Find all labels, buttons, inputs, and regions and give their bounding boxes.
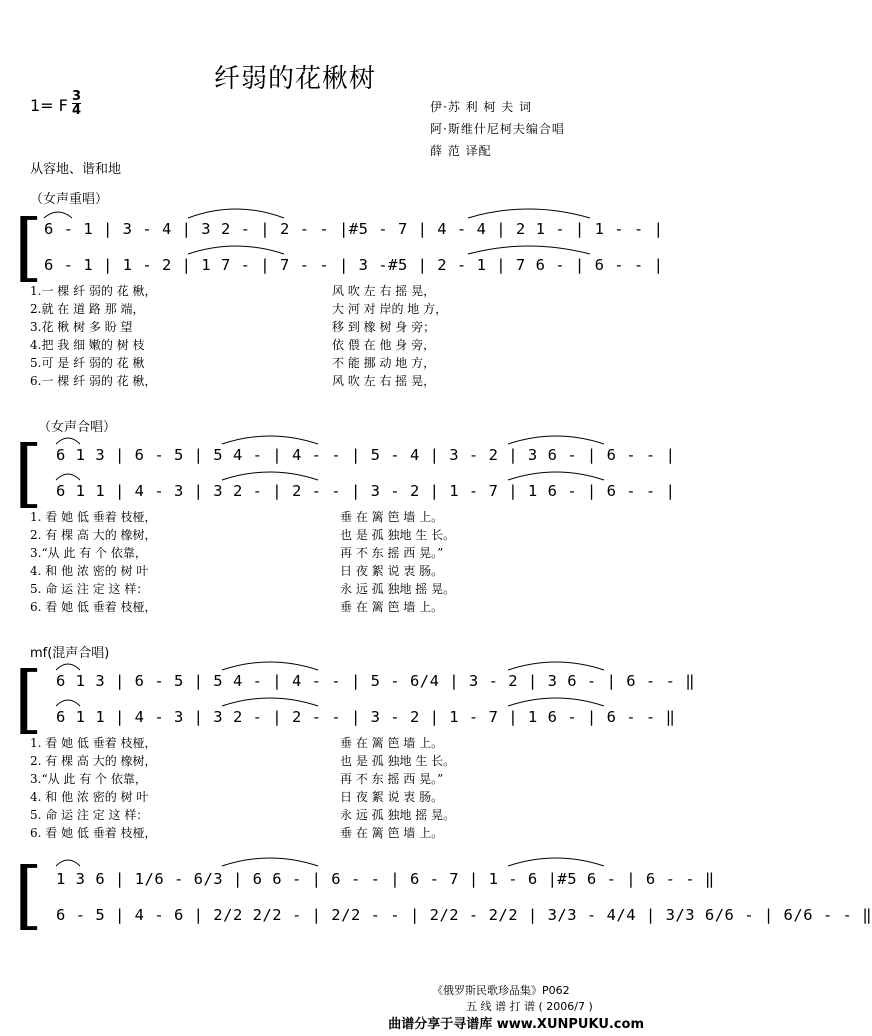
notation-lower: 6 1 1 | 4 - 3 | 3 2 - | 2 - - | 3 - 2 | 1 - 7 | 1 6 - | 6 - - ‖ bbox=[56, 708, 676, 726]
scan-credit: 五 线 谱 打 谱 ( 2006/7 ) bbox=[466, 1000, 593, 1013]
lyric-phrase: 也 是 孤 独地 生 长。 bbox=[340, 528, 456, 542]
lyric-phrase: 2. 有 棵 高 大的 橡树， bbox=[30, 754, 157, 768]
tempo-marking: 从容地、谐和地 bbox=[30, 162, 122, 177]
lyric-phrase: 1.一 棵 纤 弱的 花 楸， bbox=[30, 284, 157, 298]
lyric-phrase: 不 能 挪 动 地 方， bbox=[332, 356, 436, 370]
lyric-phrase: 移 到 橡 树 身 旁； bbox=[332, 320, 436, 334]
lyric-phrase: 6. 看 她 低 垂着 枝桠， bbox=[30, 826, 157, 840]
notation-upper: 6 1 3 | 6 - 5 | 5 4 - | 4 - - | 5 - 4 | 3 - 2 | 3 6 - | 6 - - | bbox=[56, 446, 676, 464]
lyric-phrase: 5.可 是 纤 弱的 花 楸 bbox=[30, 356, 145, 370]
key-signature: 1= F bbox=[30, 96, 68, 115]
lyric-phrase: 垂 在 篱 笆 墙 上。 bbox=[340, 736, 444, 750]
lyric-phrase: 5. 命 运 注 定 这 样： bbox=[30, 582, 149, 596]
lyric-phrase: 3.“从 此 有 个 依靠， bbox=[30, 772, 147, 786]
time-signature-bottom: 4 bbox=[72, 103, 82, 118]
lyric-phrase: 日 夜 絮 说 衷 肠。 bbox=[340, 790, 444, 804]
lyric-phrase: 大 河 对 岸的 地 方， bbox=[332, 302, 448, 316]
lyric-phrase: 2.就 在 道 路 那 端， bbox=[30, 302, 145, 316]
staff-brace: [ bbox=[14, 204, 43, 290]
lyric-phrase: 4.把 我 细 嫩的 树 枝 bbox=[30, 338, 145, 352]
notation-lower: 6 - 1 | 1 - 2 | 1 7 - | 7 - - | 3 -#5 | 2 - 1 | 7 6 - | 6 - - | bbox=[44, 256, 664, 274]
notation-lower: 6 1 1 | 4 - 3 | 3 2 - | 2 - - | 3 - 2 | 1 - 7 | 1 6 - | 6 - - | bbox=[56, 482, 676, 500]
lyric-phrase: 3.“从 此 有 个 依靠， bbox=[30, 546, 147, 560]
watermark: 曲谱分享于寻谱库 www.XUNPUKU.com bbox=[388, 1013, 644, 1032]
lyric-phrase: 依 偎 在 他 身 旁， bbox=[332, 338, 436, 352]
lyric-phrase: 垂 在 篱 笆 墙 上。 bbox=[340, 510, 444, 524]
lyric-phrase: 也 是 孤 独地 生 长。 bbox=[340, 754, 456, 768]
lyric-phrase: 5. 命 运 注 定 这 样： bbox=[30, 808, 149, 822]
section-label: （女声合唱） bbox=[38, 420, 117, 435]
notation-upper: 6 - 1 | 3 - 4 | 3 2 - | 2 - - |#5 - 7 | 4 - 4 | 2 1 - | 1 - - | bbox=[44, 220, 664, 238]
lyric-phrase: 6. 看 她 低 垂着 枝桠， bbox=[30, 600, 157, 614]
lyric-phrase: 垂 在 篱 笆 墙 上。 bbox=[340, 600, 444, 614]
lyric-phrase: 3.花 楸 树 多 盼 望 bbox=[30, 320, 133, 334]
lyric-phrase: 风 吹 左 右 摇 晃， bbox=[332, 374, 436, 388]
notation-upper: 6 1 3 | 6 - 5 | 5 4 - | 4 - - | 5 - 6/4 | 3 - 2 | 3 6 - | 6 - - ‖ bbox=[56, 672, 696, 690]
time-signature-top: 3 bbox=[72, 89, 82, 104]
lyric-phrase: 6.一 棵 纤 弱的 花 楸， bbox=[30, 374, 157, 388]
source-citation: 《俄罗斯民歌珍品集》P062 bbox=[432, 984, 570, 997]
credit-lyricist: 伊·苏 利 柯 夫 词 bbox=[430, 100, 533, 114]
lyric-phrase: 1. 看 她 低 垂着 枝桠， bbox=[30, 510, 157, 524]
lyric-phrase: 永 远 孤 独地 摇 晃。 bbox=[340, 582, 456, 596]
accompaniment-lower: 6 - 5 | 4 - 6 | 2/2 2/2 - | 2/2 - - | 2/2 - 2/2 | 3/3 - 4/4 | 3/3 6/6 - | 6/6 - - ‖ bbox=[56, 906, 872, 924]
lyric-phrase: 2. 有 棵 高 大的 橡树， bbox=[30, 528, 157, 542]
song-title: 纤弱的花楸树 bbox=[213, 64, 376, 94]
lyric-phrase: 永 远 孤 独地 摇 晃。 bbox=[340, 808, 456, 822]
section-label: mf(混声合唱) bbox=[30, 646, 110, 661]
accompaniment-upper: 1 3 6 | 1/6 - 6/3 | 6 6 - | 6 - - | 6 - 7 | 1 - 6 |#5 6 - | 6 - - ‖ bbox=[56, 870, 715, 888]
lyric-phrase: 垂 在 篱 笆 墙 上。 bbox=[340, 826, 444, 840]
credit-translator: 薛 范 译配 bbox=[430, 144, 492, 158]
lyric-phrase: 再 不 东 摇 西 晃。” bbox=[340, 772, 444, 786]
lyric-phrase: 4. 和 他 浓 密的 树 叶 bbox=[30, 564, 149, 578]
credit-arranger: 阿·斯维什尼柯夫编合唱 bbox=[430, 122, 565, 136]
staff-brace: [ bbox=[14, 430, 43, 516]
lyric-phrase: 1. 看 她 低 垂着 枝桠， bbox=[30, 736, 157, 750]
staff-brace: [ bbox=[14, 852, 43, 938]
lyric-phrase: 4. 和 他 浓 密的 树 叶 bbox=[30, 790, 149, 804]
lyric-phrase: 风 吹 左 右 摇 晃， bbox=[332, 284, 436, 298]
staff-brace: [ bbox=[14, 656, 43, 742]
time-signature bbox=[72, 90, 81, 117]
section-label: （女声重唱） bbox=[30, 192, 109, 207]
lyric-phrase: 再 不 东 摇 西 晃。” bbox=[340, 546, 444, 560]
lyric-phrase: 日 夜 絮 说 衷 肠。 bbox=[340, 564, 444, 578]
